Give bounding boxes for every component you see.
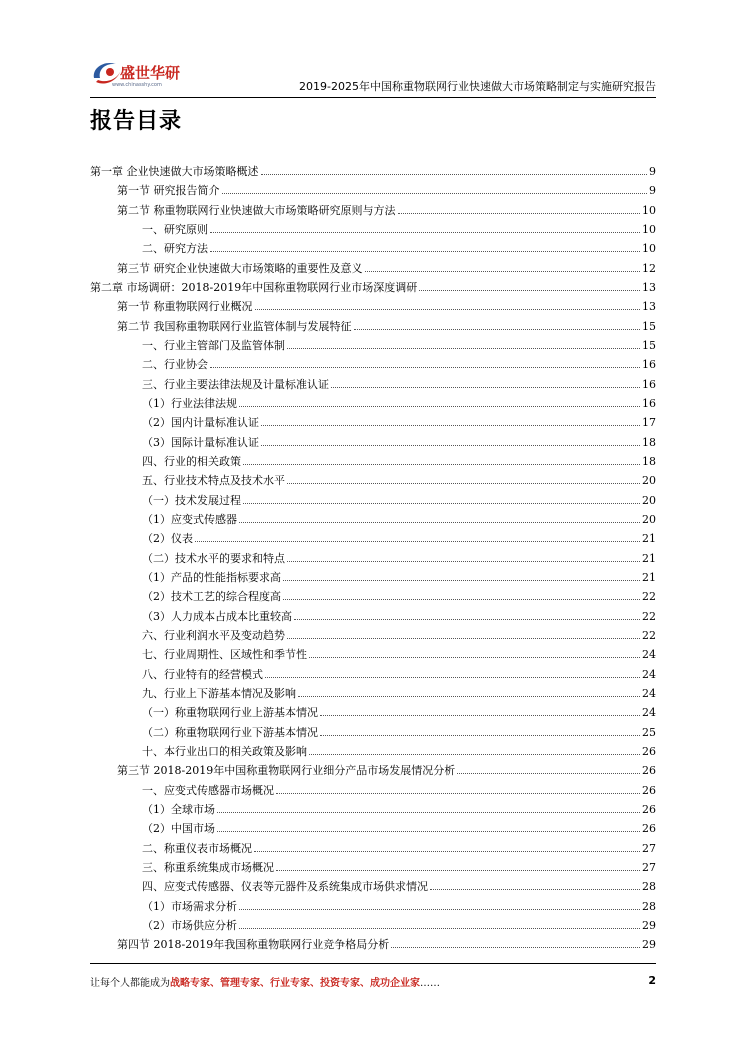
toc-entry[interactable] xyxy=(90,394,656,413)
toc-entry-label: （2）国内计量标准认证 xyxy=(142,416,259,430)
toc-entry[interactable] xyxy=(90,838,656,857)
toc-entry[interactable] xyxy=(90,259,656,278)
toc-entry-label: （3）国际计量标准认证 xyxy=(142,435,259,449)
toc-entry-label: （一）称重物联网行业上游基本情况 xyxy=(142,706,318,720)
toc-entry[interactable] xyxy=(90,433,656,452)
toc-leader-dots xyxy=(239,522,640,523)
toc-leader-dots xyxy=(239,406,640,407)
toc-leader-dots xyxy=(309,754,640,755)
toc-entry-page: 21 xyxy=(642,551,656,565)
toc-leader-dots xyxy=(320,715,640,716)
toc-entry[interactable] xyxy=(90,665,656,684)
toc-entry-page: 22 xyxy=(642,629,656,643)
toc-entry-label: 第二章 市场调研：2018-2019年中国称重物联网行业市场深度调研 xyxy=(90,281,418,295)
toc-leader-dots xyxy=(210,251,640,252)
toc-entry-page: 24 xyxy=(642,667,656,681)
toc-entry-page: 16 xyxy=(642,377,656,391)
toc-entry-page: 20 xyxy=(642,493,656,507)
toc-entry-label: （1）产品的性能指标要求高 xyxy=(142,571,281,585)
toc-leader-dots xyxy=(283,580,640,581)
toc-entry-page: 26 xyxy=(642,764,656,778)
toc-entry[interactable] xyxy=(90,684,656,703)
toc-leader-dots xyxy=(239,909,640,910)
toc-entry-page: 26 xyxy=(642,783,656,797)
toc-entry-label: 第四节 2018-2019年我国称重物联网行业竞争格局分析 xyxy=(117,938,390,952)
toc-leader-dots xyxy=(430,889,640,890)
toc-leader-dots xyxy=(217,812,640,813)
footer-slogan xyxy=(90,974,440,989)
toc-entry-label: 四、行业的相关政策 xyxy=(142,455,241,469)
toc-entry-label: 第二节 我国称重物联网行业监管体制与发展特征 xyxy=(117,319,352,333)
page-number: 2 xyxy=(648,974,656,987)
toc-leader-dots xyxy=(294,619,640,620)
toc-leader-dots xyxy=(243,503,640,504)
toc-entry-page: 29 xyxy=(642,918,656,932)
toc-entry-label: 七、行业周期性、区域性和季节性 xyxy=(142,648,307,662)
toc-leader-dots xyxy=(283,599,640,600)
toc-entry-label: （1）应变式传感器 xyxy=(142,513,237,527)
toc-entry-page: 24 xyxy=(642,706,656,720)
footer-divider xyxy=(90,963,656,964)
toc-entry-label: 第一节 称重物联网行业概况 xyxy=(117,300,253,314)
toc-entry[interactable] xyxy=(90,742,656,761)
toc-entry[interactable] xyxy=(90,336,656,355)
toc-entry[interactable] xyxy=(90,819,656,838)
toc-entry-label: 十、本行业出口的相关政策及影响 xyxy=(142,745,307,758)
toc-entry[interactable] xyxy=(90,587,656,606)
toc-entry-label: （2）市场供应分析 xyxy=(142,918,237,932)
toc-entry-page: 26 xyxy=(642,822,656,836)
toc-entry-label: 二、研究方法 xyxy=(142,242,208,256)
toc-entry[interactable] xyxy=(90,877,656,896)
toc-entry[interactable] xyxy=(90,607,656,626)
toc-entry-label: 五、行业技术特点及技术水平 xyxy=(142,474,285,488)
toc-leader-dots xyxy=(195,541,640,542)
toc-entry-page: 15 xyxy=(642,319,656,333)
toc-entry-label: （2）仪表 xyxy=(142,532,193,546)
toc-entry[interactable] xyxy=(90,568,656,587)
toc-entry[interactable] xyxy=(90,800,656,819)
toc-leader-dots xyxy=(309,657,640,658)
toc-entry-page: 27 xyxy=(642,841,656,855)
page-header xyxy=(90,56,656,98)
toc-entry[interactable] xyxy=(90,781,656,800)
toc-leader-dots xyxy=(419,290,640,291)
toc-entry-page: 25 xyxy=(642,725,656,739)
toc-leader-dots xyxy=(287,483,640,484)
toc-leader-dots xyxy=(255,309,641,310)
toc-entry-page: 12 xyxy=(642,261,656,275)
toc-entry[interactable] xyxy=(90,278,656,297)
toc-leader-dots xyxy=(287,348,640,349)
toc-entry-page: 16 xyxy=(642,397,656,411)
toc-leader-dots xyxy=(265,677,640,678)
toc-entry[interactable] xyxy=(90,239,656,258)
toc-entry-page: 28 xyxy=(642,880,656,894)
toc-entry-page: 26 xyxy=(642,802,656,816)
toc-entry[interactable] xyxy=(90,220,656,239)
toc-entry-page: 13 xyxy=(642,281,656,295)
toc-leader-dots xyxy=(391,947,640,948)
toc-entry-page: 18 xyxy=(642,455,656,469)
toc-entry-page: 24 xyxy=(642,687,656,701)
toc-entry-page: 17 xyxy=(642,416,656,430)
toc-entry-label: 二、行业协会 xyxy=(142,358,208,372)
toc-entry[interactable] xyxy=(90,935,656,954)
toc-entry[interactable] xyxy=(90,761,656,780)
toc-entry-label: （1）行业法律法规 xyxy=(142,397,237,411)
toc-entry-label: 一、行业主管部门及监管体制 xyxy=(142,339,285,353)
toc-entry[interactable] xyxy=(90,181,656,200)
slogan-highlight: 战略专家、管理专家、行业专家、投资专家、成功企业家 xyxy=(170,978,420,989)
toc-entry-page: 10 xyxy=(642,203,656,217)
toc-entry-page: 20 xyxy=(642,513,656,527)
toc-leader-dots xyxy=(398,213,641,214)
toc-entry-page: 18 xyxy=(642,435,656,449)
toc-leader-dots xyxy=(261,174,648,175)
toc-entry-label: 第一章 企业快速做大市场策略概述 xyxy=(90,165,259,179)
toc-entry-page: 10 xyxy=(642,223,656,237)
toc-entry-label: （2）中国市场 xyxy=(142,822,215,836)
toc-entry[interactable] xyxy=(90,549,656,568)
toc-entry-label: （3）人力成本占成本比重较高 xyxy=(142,609,292,623)
slogan-prefix: 让每个人都能成为 xyxy=(90,978,170,989)
toc-entry-label: （一）技术发展过程 xyxy=(142,493,241,507)
toc-entry[interactable] xyxy=(90,510,656,529)
toc-entry[interactable] xyxy=(90,645,656,664)
toc-leader-dots xyxy=(354,329,641,330)
toc-entry-label: （二）技术水平的要求和特点 xyxy=(142,551,285,565)
toc-entry-page: 28 xyxy=(642,899,656,913)
toc-entry[interactable] xyxy=(90,723,656,742)
toc-entry-page: 26 xyxy=(642,745,656,758)
toc-entry-label: 二、称重仪表市场概况 xyxy=(142,841,252,855)
toc-entry[interactable] xyxy=(90,317,656,336)
toc-entry-page: 22 xyxy=(642,609,656,623)
toc-entry[interactable] xyxy=(90,471,656,490)
company-logo xyxy=(90,56,200,94)
toc-leader-dots xyxy=(222,193,648,194)
toc-entry-page: 16 xyxy=(642,358,656,372)
toc-entry-label: 三、称重系统集成市场概况 xyxy=(142,860,274,874)
toc-entry-page: 21 xyxy=(642,571,656,585)
toc-leader-dots xyxy=(261,425,640,426)
toc-leader-dots xyxy=(457,773,640,774)
toc-entry[interactable] xyxy=(90,916,656,935)
toc-entry[interactable] xyxy=(90,703,656,722)
toc-leader-dots xyxy=(276,870,640,871)
logo-text: 盛世华研 xyxy=(120,64,181,82)
toc-leader-dots xyxy=(331,387,640,388)
toc-entry-label: （1）全球市场 xyxy=(142,802,215,816)
toc-entry-page: 9 xyxy=(649,165,656,179)
table-of-contents xyxy=(90,162,656,954)
toc-entry-label: 第二节 称重物联网行业快速做大市场策略研究原则与方法 xyxy=(117,203,396,217)
toc-entry-page: 22 xyxy=(642,590,656,604)
toc-entry-label: 八、行业特有的经营模式 xyxy=(142,667,263,681)
report-title: 2019-2025年中国称重物联网行业快速做大市场策略制定与实施研究报告 xyxy=(299,80,656,93)
toc-entry[interactable] xyxy=(90,491,656,510)
toc-entry-page: 29 xyxy=(642,938,656,952)
toc-entry-label: 第一节 研究报告简介 xyxy=(117,184,220,198)
toc-entry-label: 六、行业利润水平及变动趋势 xyxy=(142,629,285,643)
page-title: 报告目录 xyxy=(90,109,183,134)
toc-entry-label: 四、应变式传感器、仪表等元器件及系统集成市场供求情况 xyxy=(142,880,428,894)
toc-leader-dots xyxy=(287,561,640,562)
toc-entry-page: 24 xyxy=(642,648,656,662)
toc-entry[interactable] xyxy=(90,896,656,915)
toc-leader-dots xyxy=(239,928,640,929)
toc-entry[interactable] xyxy=(90,162,656,181)
toc-leader-dots xyxy=(287,638,640,639)
toc-entry[interactable] xyxy=(90,201,656,220)
toc-leader-dots xyxy=(210,367,640,368)
toc-entry-page: 20 xyxy=(642,474,656,488)
toc-leader-dots xyxy=(243,464,640,465)
toc-entry[interactable] xyxy=(90,626,656,645)
toc-entry[interactable] xyxy=(90,452,656,471)
header-divider xyxy=(90,97,656,98)
toc-entry-label: 三、行业主要法律法规及计量标准认证 xyxy=(142,377,329,391)
toc-entry-label: 第三节 研究企业快速做大市场策略的重要性及意义 xyxy=(117,261,363,275)
toc-entry[interactable] xyxy=(90,413,656,432)
toc-leader-dots xyxy=(365,271,641,272)
toc-entry-page: 10 xyxy=(642,242,656,256)
toc-entry-label: 一、研究原则 xyxy=(142,223,208,237)
toc-entry[interactable] xyxy=(90,355,656,374)
toc-entry-label: （2）技术工艺的综合程度高 xyxy=(142,590,281,604)
toc-entry-label: 第三节 2018-2019年中国称重物联网行业细分产品市场发展情况分析 xyxy=(117,764,456,778)
toc-entry-label: 九、行业上下游基本情况及影响 xyxy=(142,687,296,701)
toc-entry-label: （二）称重物联网行业下游基本情况 xyxy=(142,725,318,739)
page-footer xyxy=(90,974,656,992)
toc-leader-dots xyxy=(254,851,640,852)
toc-entry-page: 15 xyxy=(642,339,656,353)
toc-entry-page: 21 xyxy=(642,532,656,546)
logo-url: www.chinasshy.com xyxy=(112,82,162,88)
toc-leader-dots xyxy=(261,445,640,446)
toc-entry-page: 9 xyxy=(649,184,656,198)
toc-entry-page: 13 xyxy=(642,300,656,314)
toc-entry-label: 一、应变式传感器市场概况 xyxy=(142,783,274,797)
toc-leader-dots xyxy=(217,831,640,832)
toc-leader-dots xyxy=(320,735,640,736)
toc-entry[interactable] xyxy=(90,375,656,394)
toc-entry[interactable] xyxy=(90,858,656,877)
toc-leader-dots xyxy=(298,696,640,697)
toc-entry[interactable] xyxy=(90,529,656,548)
slogan-suffix: …… xyxy=(420,978,440,989)
toc-leader-dots xyxy=(210,232,640,233)
toc-entry[interactable] xyxy=(90,297,656,316)
toc-entry-label: （1）市场需求分析 xyxy=(142,899,237,913)
toc-entry-page: 27 xyxy=(642,860,656,874)
toc-leader-dots xyxy=(276,793,640,794)
